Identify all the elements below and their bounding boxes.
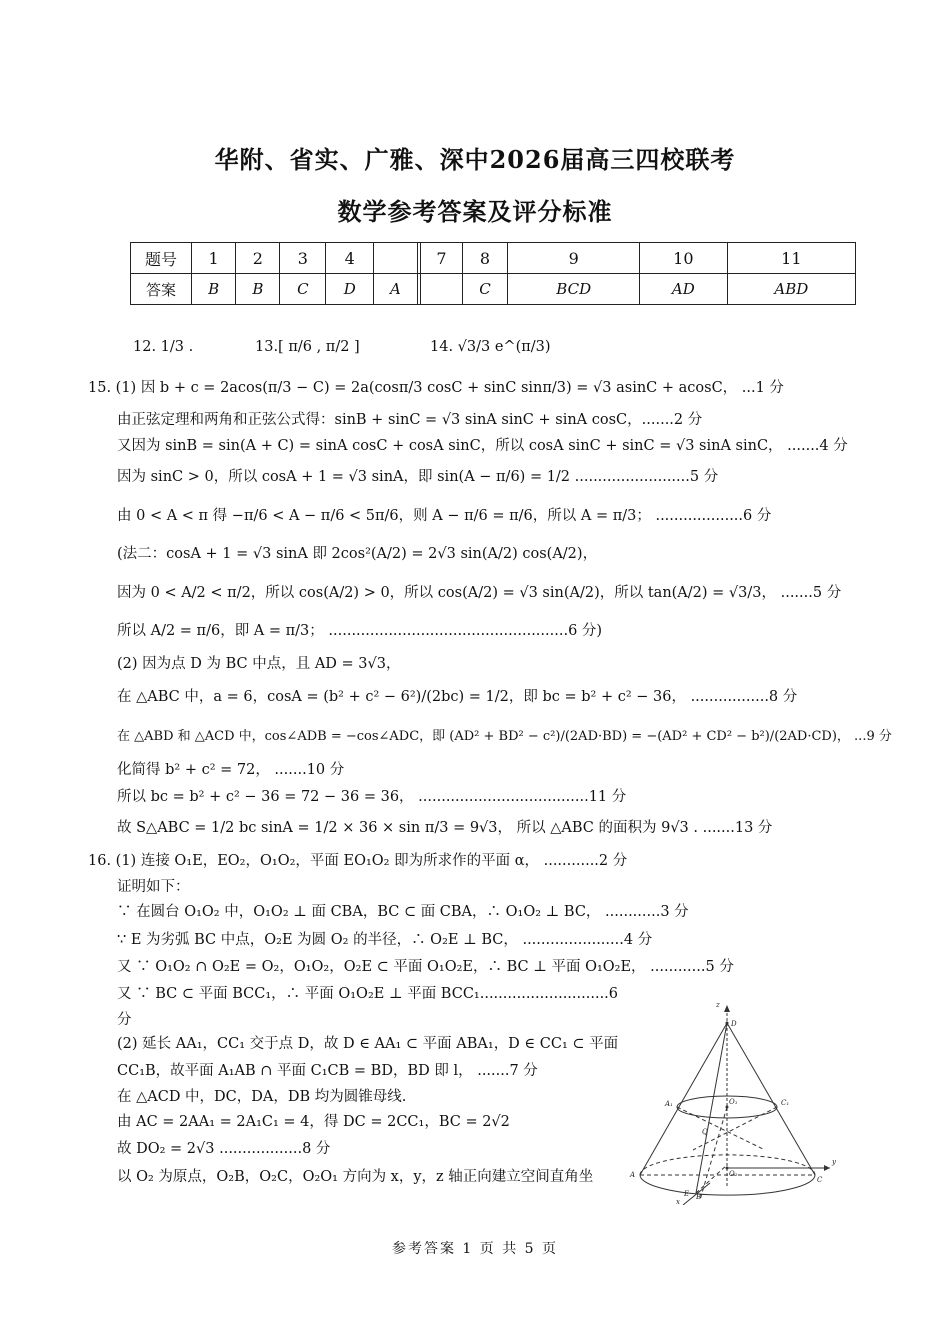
q16-line: ∵ E 为劣弧 BC 中点，O₂E 为圆 O₂ 的半径，∴ O₂E ⊥ BC， ......................4 分 (117, 932, 653, 948)
q15-line: 因为 sinC > 0，所以 cosA + 1 = √3 sinA，即 sin(A − π/6) = 1/2 .........................5 分 (117, 469, 719, 485)
answer-cell: A (374, 274, 418, 305)
question-number: 9 (508, 243, 640, 274)
answer-cell: BCD (508, 274, 640, 305)
figure-label: O₂ (729, 1170, 738, 1178)
q16-line: 故 DO₂ = 2√3 ..................8 分 (117, 1141, 331, 1157)
question-number: 7 (421, 243, 462, 274)
page-footer: 参考答案 1 页 共 5 页 (391, 1241, 559, 1257)
q16-line: 证明如下： (117, 879, 190, 895)
question-number: 4 (326, 243, 374, 274)
q15-line: (法二：cosA + 1 = √3 sinA 即 2cos²(A/2) = 2√3 sin(A/2) cos(A/2)， (117, 546, 598, 562)
y-axis-arrow (824, 1165, 830, 1171)
q15-line: 化简得 b² + c² = 72， .......10 分 (117, 762, 345, 778)
figure-label: D (731, 1020, 737, 1028)
answer-cell: C (462, 274, 508, 305)
q15-line: 因为 0 < A/2 < π/2，所以 cos(A/2) > 0，所以 cos(A/2) = √3 sin(A/2)，所以 tan(A/2) = √3/3， .......5 分 (117, 585, 842, 601)
row-label: 题号 (131, 243, 192, 274)
row-label: 答案 (131, 274, 192, 305)
q16-line: 又 ∵ O₁O₂ ∩ O₂E = O₂，O₁O₂，O₂E ⊂ 平面 O₁O₂E，∴ BC ⊥ 平面 O₁O₂E， ............5 分 (117, 959, 734, 975)
answer-cell (421, 274, 462, 305)
answer-q14: 14. √3/3 e^(π/3) (430, 339, 551, 355)
figure-label: B (696, 1193, 702, 1201)
answer-q12: 12. 1/3 . (133, 339, 194, 355)
figure-label: O₁ (729, 1098, 738, 1106)
q15-line: 故 S△ABC = 1/2 bc sinA = 1/2 × 36 × sin π/3 = 9√3， 所以 △ABC 的面积为 9√3 . .......13 分 (117, 820, 773, 836)
figure-label: C (817, 1176, 823, 1184)
question-number: 11 (727, 243, 855, 274)
q16-line: (2) 延长 AA₁，CC₁ 交于点 D，故 D ∈ AA₁ ⊂ 平面 ABA₁，D ∈ CC₁ ⊂ 平面 (117, 1036, 619, 1052)
q16-line: 16. (1) 连接 O₁E，EO₂，O₁O₂，平面 EO₁O₂ 即为所求作的平面 α， ............2 分 (88, 853, 628, 869)
question-number: 2 (236, 243, 280, 274)
question-number: 10 (640, 243, 728, 274)
q15-line: 在 △ABD 和 △ACD 中，cos∠ADB = −cos∠ADC，即 (AD² + BD² − c²)/(2AD·BD) = −(AD² + CD² − b²)/(2AD·CD)， ...9 分 (117, 729, 892, 744)
figure-label: C₁ (781, 1099, 790, 1107)
answer-q13: 13.[ π/6 , π/2 ] (255, 339, 360, 355)
point-d (726, 1022, 729, 1025)
q15-line: 所以 A/2 = π/6，即 A = π/3； ....................................................6 分) (117, 623, 603, 639)
generator-line-dc (727, 1023, 815, 1175)
document-title: 华附、省实、广雅、深中2026届高三四校联考 (214, 145, 736, 174)
document-subtitle: 数学参考答案及评分标准 (337, 197, 613, 226)
figure-label: A₁ (665, 1100, 673, 1108)
q16-line: 以 O₂ 为原点，O₂B，O₂C，O₂O₁ 方向为 x，y，z 轴正向建立空间直角坐 (117, 1169, 594, 1185)
q16-line: CC₁B，故平面 A₁AB ∩ 平面 C₁CB = BD，BD 即 l， .......7 分 (117, 1063, 538, 1079)
q15-line: 由正弦定理和两角和正弦公式得：sinB + sinC = √3 sinA sinC + sinA cosC，.......2 分 (117, 412, 703, 428)
answer-cell: D (326, 274, 374, 305)
q16-line: 由 AC = 2AA₁ = 2A₁C₁ = 4，得 DC = 2CC₁，BC = 2√2 (117, 1114, 510, 1130)
generator-line-db (696, 1023, 727, 1193)
generator-line-da (640, 1023, 727, 1175)
answer-cell: B (192, 274, 236, 305)
q15-line: (2) 因为点 D 为 BC 中点，且 AD = 3√3， (117, 656, 401, 672)
z-axis-arrow (724, 1005, 730, 1012)
q16-line: 分 (117, 1012, 132, 1028)
figure-label: E (684, 1190, 690, 1198)
answer-cell: B (236, 274, 280, 305)
q15-line: 又因为 sinB = sin(A + C) = sinA cosC + cosA sinC，所以 cosA sinC + sinC = √3 sinA sinC， .......4 分 (117, 438, 848, 454)
answer-cell: C (280, 274, 326, 305)
answer-table-answer-row (131, 274, 856, 305)
q16-line: 在 △ACD 中，DC，DA，DB 均为圆锥母线. (117, 1089, 407, 1105)
answer-table-number-row (131, 243, 856, 274)
figure-label: z (716, 1001, 720, 1009)
q15-line: 在 △ABC 中，a = 6，cosA = (b² + c² − 6²)/(2bc) = 1/2，即 bc = b² + c² − 36， .................8 分 (117, 689, 798, 705)
question-number: 1 (192, 243, 236, 274)
answer-cell: AD (640, 274, 728, 305)
figure-label: x (676, 1198, 680, 1205)
figure-label: y (832, 1158, 836, 1166)
q15-line: 15. (1) 因 b + c = 2acos(π/3 − C) = 2a(cosπ/3 cosC + sinC sinπ/3) = √3 asinC + acosC， ...1 分 (88, 380, 784, 396)
q16-line: 又 ∵ BC ⊂ 平面 BCC₁，∴ 平面 O₁O₂E ⊥ 平面 BCC₁............................6 (117, 986, 619, 1002)
question-number (374, 243, 418, 274)
answer-cell: ABD (727, 274, 855, 305)
q16-line: ∵ 在圆台 O₁O₂ 中，O₁O₂ ⊥ 面 CBA，BC ⊂ 面 CBA，∴ O₁O₂ ⊥ BC， ............3 分 (117, 904, 689, 920)
question-number: 3 (280, 243, 326, 274)
q15-line: 所以 bc = b² + c² − 36 = 72 − 36 = 36， .....................................11 分 (117, 789, 627, 805)
answer-table (130, 242, 856, 305)
figure-label: A (630, 1171, 636, 1179)
question-number: 8 (462, 243, 508, 274)
q15-line: 由 0 < A < π 得 −π/6 < A − π/6 < 5π/6，则 A − π/6 = π/6，所以 A = π/3； ...................6 分 (117, 508, 772, 524)
frustum-cone-figure (625, 1000, 840, 1205)
figure-label: Q (702, 1128, 708, 1136)
